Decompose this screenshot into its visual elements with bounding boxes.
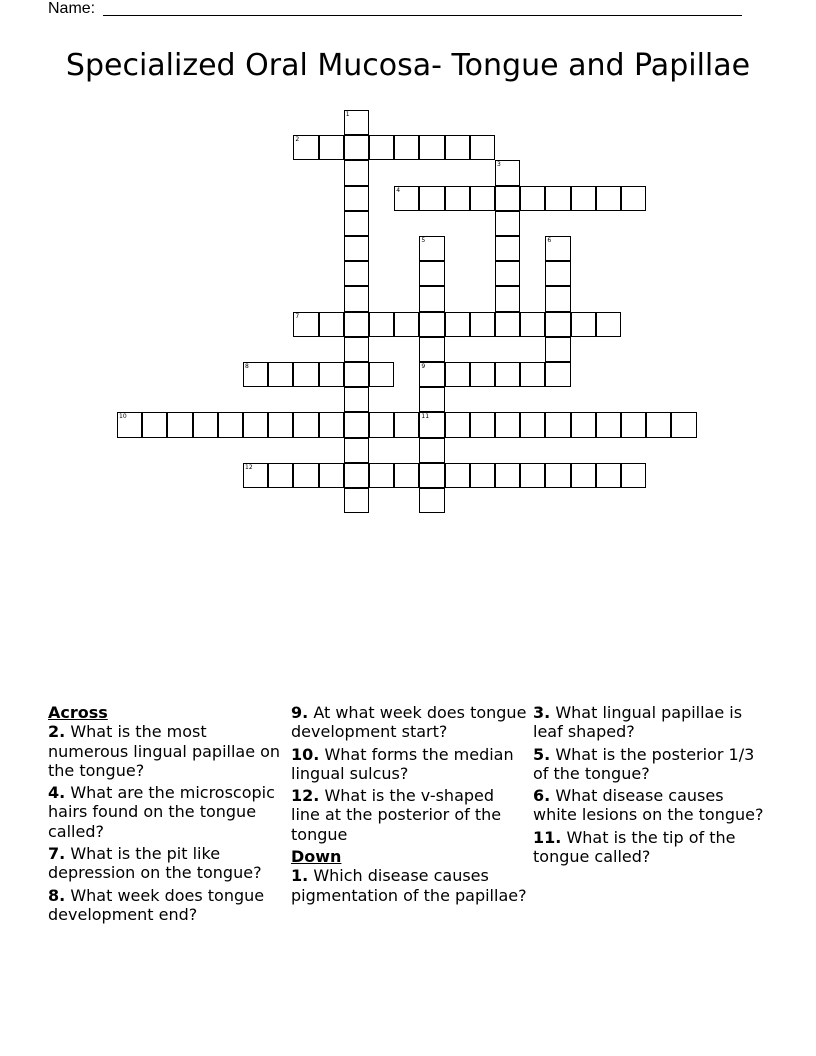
crossword-cell[interactable] (419, 412, 444, 437)
crossword-cell[interactable] (344, 463, 369, 488)
crossword-cell[interactable] (268, 362, 293, 387)
crossword-cell[interactable] (243, 362, 268, 387)
crossword-cell[interactable] (344, 211, 369, 236)
crossword-cell[interactable] (293, 362, 318, 387)
crossword-cell[interactable] (571, 412, 596, 437)
crossword-cell[interactable] (344, 286, 369, 311)
crossword-cell[interactable] (520, 362, 545, 387)
crossword-cell[interactable] (218, 412, 243, 437)
crossword-cell[interactable] (419, 362, 444, 387)
crossword-cell[interactable] (394, 135, 419, 160)
crossword-cell[interactable] (470, 362, 495, 387)
clue-number-label: 12 (245, 463, 253, 471)
clue-across-8: 8. What week does tongue development end? (48, 885, 265, 924)
crossword-cell[interactable] (470, 312, 495, 337)
clue-number-label: 11 (421, 413, 430, 421)
crossword-cell[interactable] (445, 186, 470, 211)
crossword-cell[interactable] (470, 463, 495, 488)
crossword-cell[interactable] (293, 463, 318, 488)
crossword-cell[interactable] (319, 463, 344, 488)
crossword-cell[interactable] (293, 412, 318, 437)
crossword-cell[interactable] (369, 312, 394, 337)
crossword-cell[interactable] (319, 135, 344, 160)
clue-down-6: 6. What disease causes white lesions on the tongue? (533, 786, 764, 825)
crossword-cell[interactable] (243, 463, 268, 488)
crossword-cell[interactable] (596, 186, 621, 211)
crossword-cell[interactable] (243, 412, 268, 437)
crossword-cell[interactable] (445, 412, 470, 437)
clue-down-11: 11. What is the tip of the tongue called? (533, 827, 736, 867)
across-heading: Across (48, 703, 108, 722)
crossword-cell[interactable] (142, 412, 167, 437)
crossword-cell[interactable] (621, 412, 646, 437)
crossword-cell[interactable] (419, 438, 444, 463)
clue-down-1: 1. Which disease causes pigmentation of the papillae? (291, 866, 527, 905)
name-label: Name: (48, 0, 96, 17)
crossword-cell[interactable] (369, 362, 394, 387)
crossword-cell[interactable] (319, 362, 344, 387)
clue-down-5: 5. What is the posterior 1/3 of the tongue? (533, 744, 755, 783)
crossword-cell[interactable] (268, 412, 293, 437)
crossword-cell[interactable] (545, 261, 570, 286)
crossword-cell[interactable] (344, 412, 369, 437)
clue-across-12: 12. What is the v-shaped line at the posterior of the tongue (291, 786, 502, 844)
crossword-cell[interactable] (470, 135, 495, 160)
clue-across-10: 10. What forms the median lingual sulcus? (291, 744, 514, 783)
crossword-cell[interactable] (419, 463, 444, 488)
clue-number-label: 6 (547, 237, 552, 244)
crossword-cell[interactable] (344, 261, 369, 286)
crossword-cell[interactable] (520, 463, 545, 488)
crossword-cell[interactable] (394, 463, 419, 488)
crossword-cell[interactable] (596, 312, 621, 337)
crossword-cell[interactable] (419, 286, 444, 311)
crossword-cell[interactable] (394, 312, 419, 337)
crossword-cell[interactable] (495, 312, 520, 337)
clue-across-4: 4. What are the microscopic hairs found on the tongue called? (48, 783, 275, 841)
crossword-cell[interactable] (369, 135, 394, 160)
crossword-cell[interactable] (167, 412, 192, 437)
clue-number-label: 1 (345, 111, 350, 118)
crossword-cell[interactable] (545, 186, 570, 211)
crossword-cell[interactable] (344, 110, 369, 135)
crossword-cell[interactable] (470, 412, 495, 437)
clue-column-2 (291, 703, 527, 908)
crossword-cell[interactable] (445, 135, 470, 160)
crossword-cell[interactable] (394, 412, 419, 437)
crossword-cell[interactable] (596, 412, 621, 437)
clue-number-label: 4 (396, 186, 401, 194)
clue-number-label: 8 (245, 363, 249, 370)
crossword-cell[interactable] (545, 236, 570, 261)
crossword-cell[interactable] (545, 463, 570, 488)
crossword-cell[interactable] (495, 463, 520, 488)
clue-number-label: 10 (119, 413, 127, 421)
crossword-cell[interactable] (293, 135, 318, 160)
crossword-cell[interactable] (470, 186, 495, 211)
crossword-cell[interactable] (344, 312, 369, 337)
page-title: Specialized Oral Mucosa- Tongue and Papillae (65, 48, 751, 83)
crossword-cell[interactable] (646, 412, 671, 437)
crossword-cell[interactable] (495, 211, 520, 236)
crossword-cell[interactable] (545, 412, 570, 437)
crossword-cell[interactable] (344, 160, 369, 185)
clue-column-3 (533, 703, 769, 869)
crossword-cell[interactable] (419, 488, 444, 513)
crossword-cell[interactable] (268, 463, 293, 488)
clue-number-label: 9 (421, 363, 426, 370)
crossword-cell[interactable] (369, 412, 394, 437)
crossword-cell[interactable] (419, 387, 444, 412)
clue-number-label: 2 (295, 136, 300, 144)
crossword-cell[interactable] (344, 488, 369, 513)
down-heading: Down (291, 847, 342, 867)
crossword-cell[interactable] (495, 186, 520, 211)
crossword-cell[interactable] (344, 236, 369, 261)
crossword-cell[interactable] (495, 286, 520, 311)
crossword-cell[interactable] (293, 312, 318, 337)
crossword-cell[interactable] (445, 362, 470, 387)
crossword-cell[interactable] (495, 412, 520, 437)
crossword-cell[interactable] (419, 135, 444, 160)
clue-number-label: 3 (497, 161, 501, 169)
crossword-cell[interactable] (344, 438, 369, 463)
crossword-cell[interactable] (495, 261, 520, 286)
clue-across-9: 9. At what week does tongue development start? (291, 703, 527, 742)
crossword-cell[interactable] (344, 186, 369, 211)
crossword-cell[interactable] (193, 412, 218, 437)
crossword-cell[interactable] (419, 312, 444, 337)
crossword-cell[interactable] (520, 186, 545, 211)
crossword-cell[interactable] (419, 337, 444, 362)
crossword-cell[interactable] (394, 186, 419, 211)
crossword-cell[interactable] (545, 286, 570, 311)
clue-down-3: 3. What lingual papillae is leaf shaped? (533, 703, 743, 742)
crossword-cell[interactable] (495, 160, 520, 185)
crossword-cell[interactable] (117, 412, 142, 437)
crossword-cell[interactable] (319, 412, 344, 437)
crossword-cell[interactable] (419, 236, 444, 261)
crossword-cell[interactable] (319, 312, 344, 337)
crossword-cell[interactable] (419, 261, 444, 286)
crossword-cell[interactable] (621, 186, 646, 211)
clue-column-1 (48, 703, 284, 927)
crossword-cell[interactable] (520, 412, 545, 437)
crossword-cell[interactable] (445, 463, 470, 488)
crossword-cell[interactable] (571, 463, 596, 488)
clue-number-label: 5 (421, 237, 426, 244)
crossword-cell[interactable] (495, 362, 520, 387)
crossword-cell[interactable] (596, 463, 621, 488)
crossword-cell[interactable] (445, 312, 470, 337)
crossword-cell[interactable] (344, 135, 369, 160)
crossword-cell[interactable] (344, 387, 369, 412)
crossword-cell[interactable] (344, 362, 369, 387)
crossword-cell[interactable] (495, 236, 520, 261)
crossword-cell[interactable] (545, 337, 570, 362)
crossword-cell[interactable] (369, 463, 394, 488)
crossword-cell[interactable] (520, 312, 545, 337)
clue-across-7: 7. What is the pit like depression on the tongue? (48, 844, 262, 883)
crossword-cell[interactable] (621, 463, 646, 488)
crossword-cell[interactable] (344, 337, 369, 362)
crossword-cell[interactable] (545, 312, 570, 337)
crossword-cell[interactable] (571, 186, 596, 211)
crossword-cell[interactable] (671, 412, 696, 437)
crossword-cell[interactable] (419, 186, 444, 211)
crossword-cell[interactable] (571, 312, 596, 337)
crossword-cell[interactable] (545, 362, 570, 387)
clue-number-label: 7 (295, 312, 300, 320)
clue-across-2: 2. What is the most numerous lingual papillae on the tongue? (48, 722, 281, 780)
